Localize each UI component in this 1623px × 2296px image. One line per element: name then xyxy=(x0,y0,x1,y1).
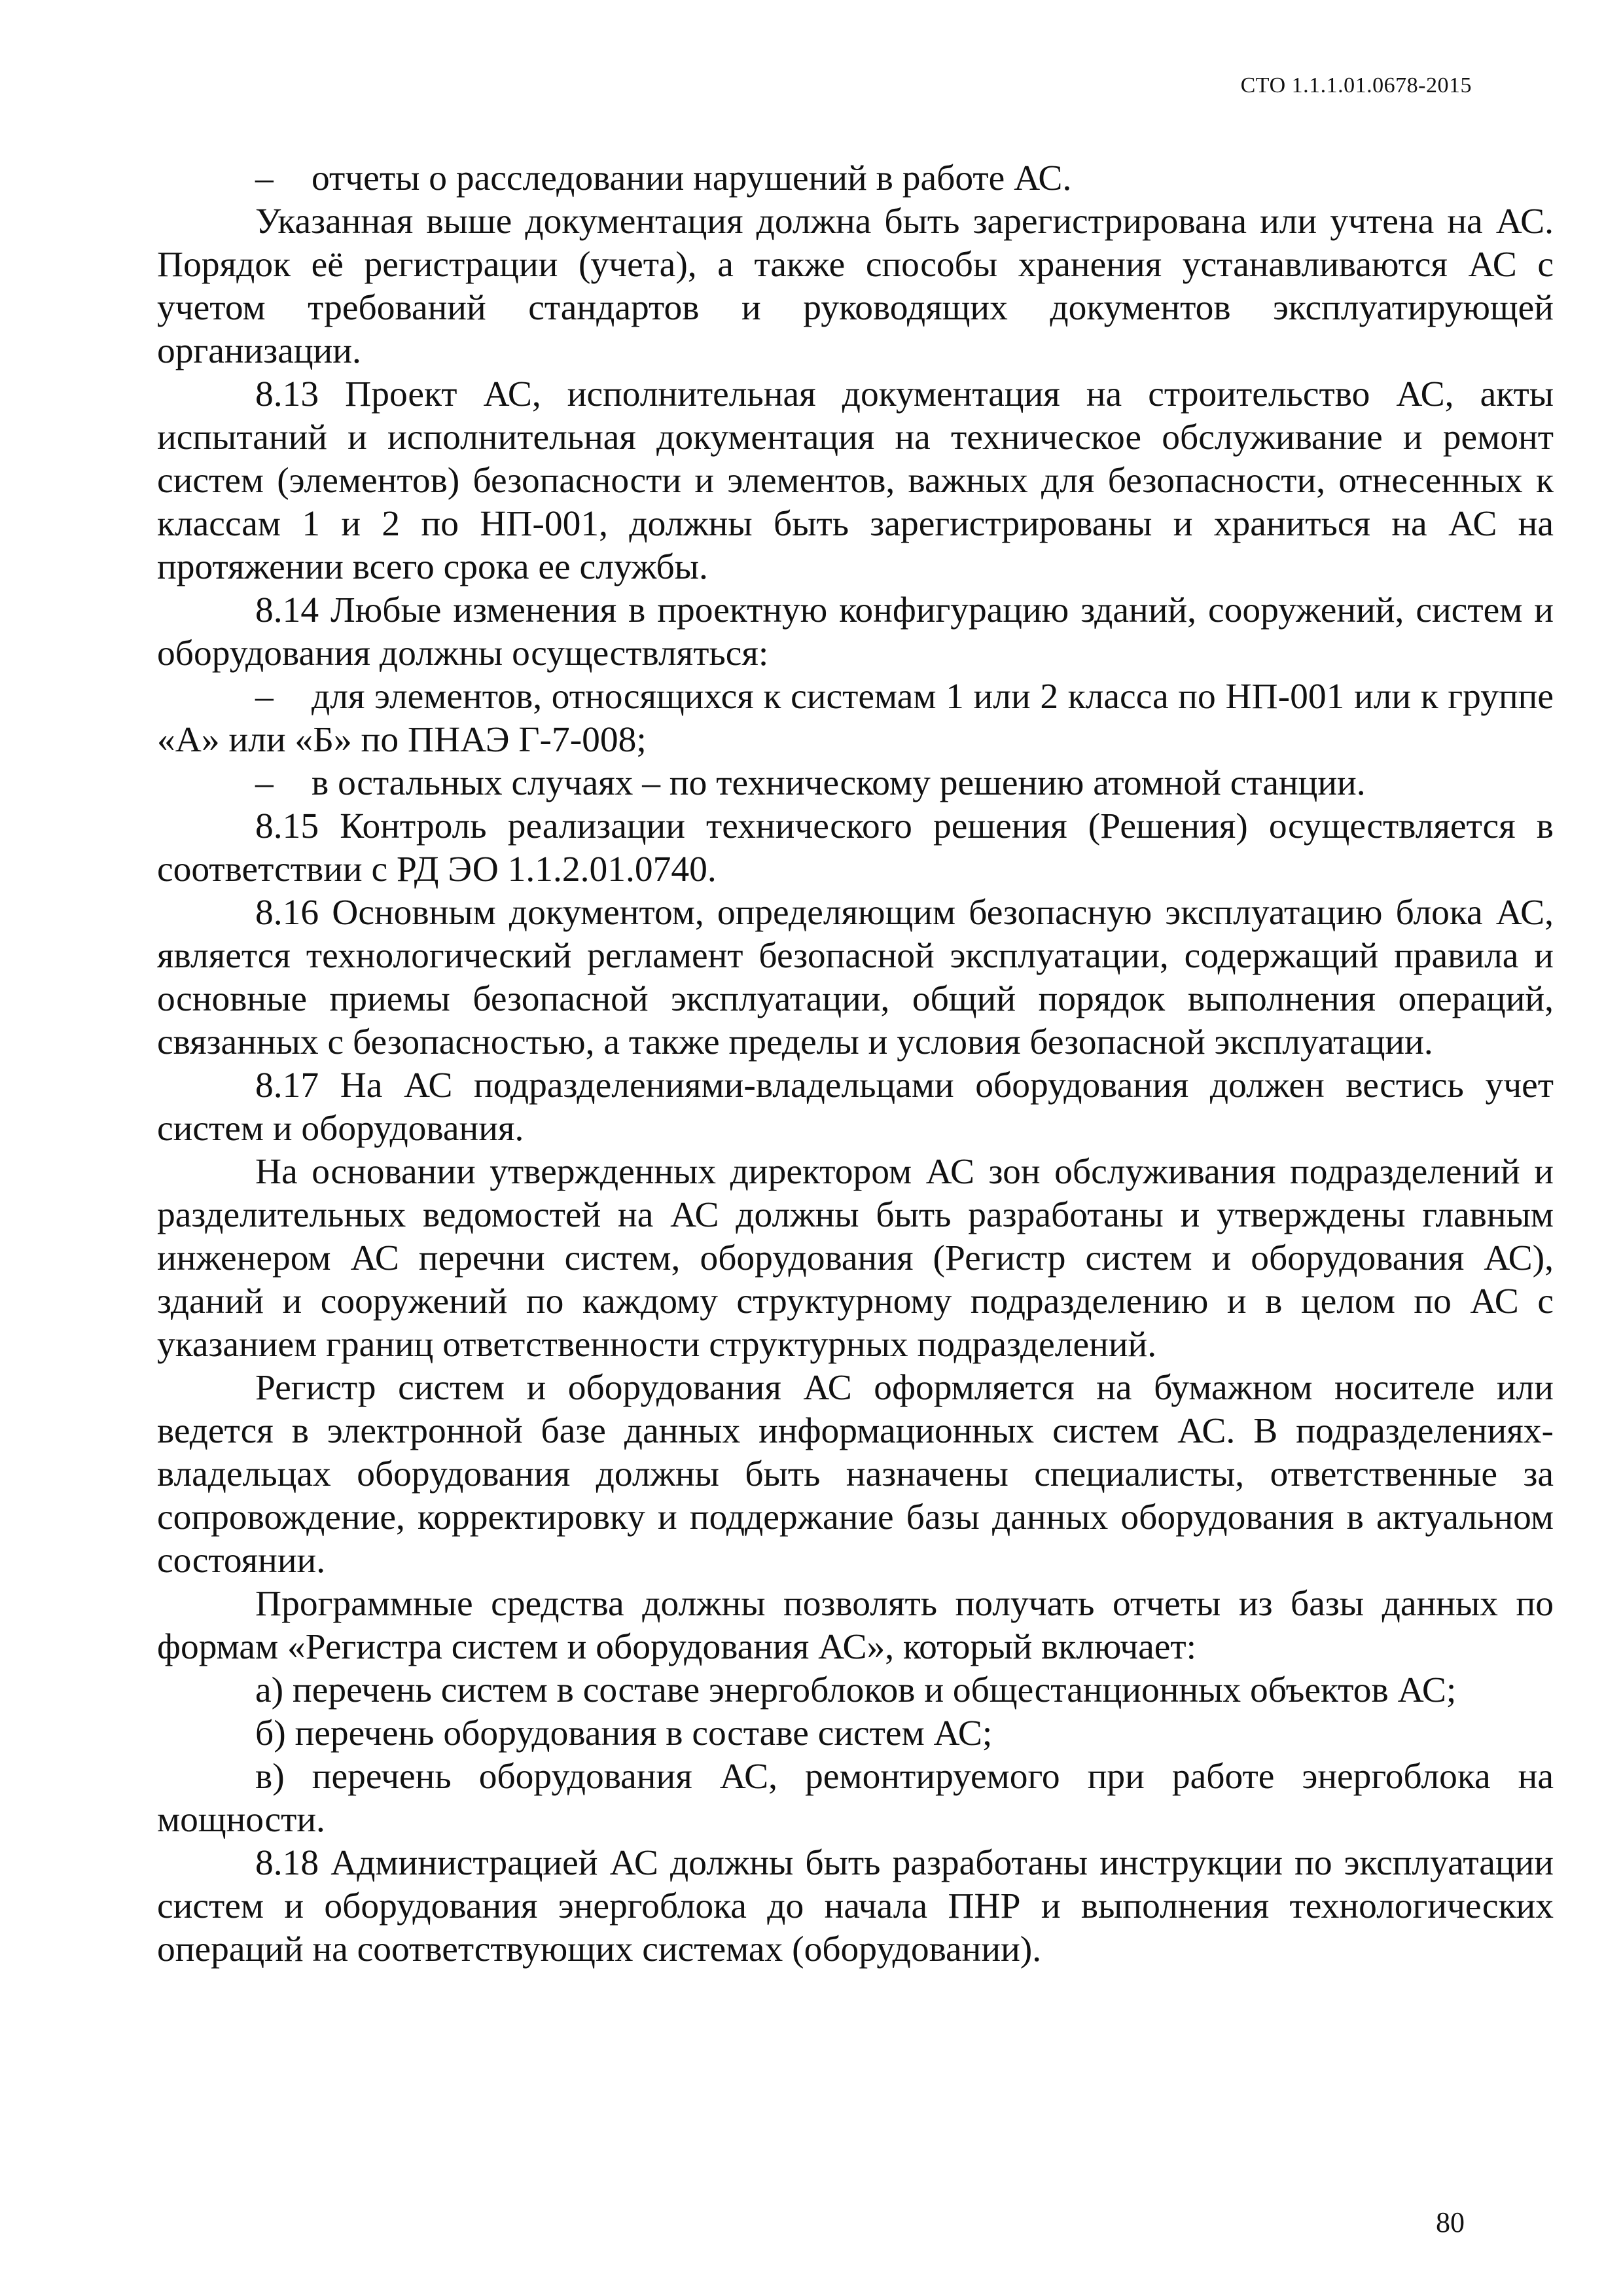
paragraph-text: для элементов, относящихся к системам 1 или 2 класса по НП-001 или к группе «А» или «Б» по ПНАЭ Г-7-008; xyxy=(157,677,1554,760)
paragraph-8-15: 8.15 Контроль реализации технического решения (Решения) осуществляется в соответствии с РД ЭО 1.1.2.01.0740. xyxy=(157,806,1554,889)
paragraph-dash-other-cases xyxy=(157,762,1554,805)
paragraph-zones: На основании утвержденных директором АС зон обслуживания подразделений и разделительных ведомостей на АС должны быть разработаны и утверждены главным инженером АС перечни систем, оборудования (Регистр систем и оборудования АС), зданий и сооружений по каждому структурному подразделению и в целом по АС с указанием границ ответственности структурных подразделений. xyxy=(157,1152,1554,1365)
paragraph-8-18: 8.18 Администрацией АС должны быть разработаны инструкции по эксплуатации систем и оборудования энергоблока до начала ПНР и выполнения технологических операций на соответствующих системах (оборудовании). xyxy=(157,1843,1554,1969)
paragraph-registration: Указанная выше документация должна быть зарегистрирована или учтена на АС. Порядок её регистрации (учета), а также способы хранения устанавливаются АС с учетом требований стандартов и руководящих документов эксплуатирующей организации. xyxy=(157,202,1554,371)
list-item-v: в) перечень оборудования АС, ремонтируемого при работе энергоблока на мощности. xyxy=(157,1757,1554,1840)
paragraph-8-13: 8.13 Проект АС, исполнительная документация на строительство АС, акты испытаний и исполнительная документация на техническое обслуживание и ремонт систем (элементов) безопасности и элементов, важных для безопасности, отнесенных к классам 1 и 2 по НП-001, должны быть зарегистрированы и храниться на АС на протяжении всего срока ее службы. xyxy=(157,374,1554,587)
dash-marker: – xyxy=(255,677,274,717)
paragraph-text: в остальных случаях – по техническому решению атомной станции. xyxy=(312,763,1366,803)
paragraph-text: отчеты о расследовании нарушений в работе АС. xyxy=(312,158,1072,198)
paragraph-dash-reports xyxy=(157,157,1554,200)
dash-marker: – xyxy=(255,158,274,198)
paragraph-8-14: 8.14 Любые изменения в проектную конфигурацию зданий, сооружений, систем и оборудования должны осуществляться: xyxy=(157,590,1554,673)
list-item-b: б) перечень оборудования в составе систем АС; xyxy=(255,1713,993,1753)
paragraph-software: Программные средства должны позволять получать отчеты из базы данных по формам «Регистра систем и оборудования АС», который включает: xyxy=(157,1584,1554,1667)
paragraph-dash-elements xyxy=(157,675,1554,762)
paragraph-8-17: 8.17 На АС подразделениями-владельцами оборудования должен вестись учет систем и оборудования. xyxy=(157,1066,1554,1149)
document-code: СТО 1.1.1.01.0678-2015 xyxy=(1240,73,1472,98)
paragraph-register: Регистр систем и оборудования АС оформляется на бумажном носителе или ведется в электронной базе данных информационных систем АС. В подразделениях-владельцах оборудования должны быть назначены специалисты, ответственные за сопровождение, корректировку и поддержание базы данных оборудования в актуальном состоянии. xyxy=(157,1368,1554,1581)
page-number: 80 xyxy=(1436,2206,1465,2238)
list-item-a: а) перечень систем в составе энергоблоков и общестанционных объектов АС; xyxy=(255,1670,1457,1710)
dash-marker: – xyxy=(255,763,274,803)
paragraph-8-16: 8.16 Основным документом, определяющим безопасную эксплуатацию блока АС, является технологический регламент безопасной эксплуатации, содержащий правила и основные приемы безопасной эксплуатации, общий порядок выполнения операций, связанных с безопасностью, а также пределы и условия безопасной эксплуатации. xyxy=(157,893,1554,1062)
document-body xyxy=(157,157,1554,1971)
